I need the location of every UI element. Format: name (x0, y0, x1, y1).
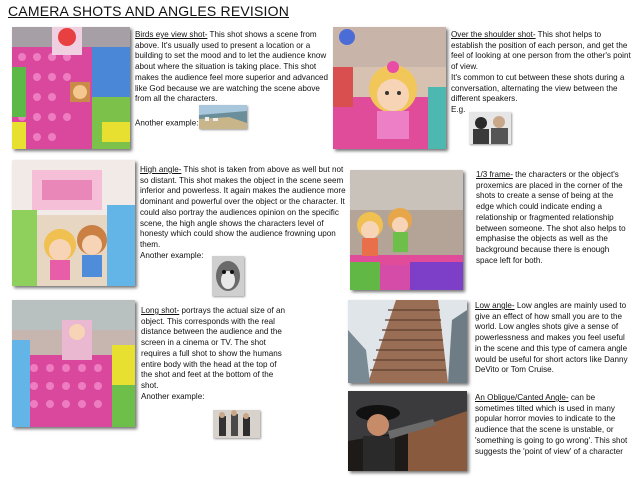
birds-eye-heading: Birds eye view shot- (135, 30, 208, 39)
over-shoulder-heading: Over the shoulder shot- (451, 30, 536, 39)
birds-eye-example-image (199, 105, 247, 129)
over-shoulder-text (451, 30, 631, 116)
low-angle-body: Low angles are mainly used to give an effect of how small you are to the world. Low angles shots give a sense of powerlessness and makes you feel useful in the scene and this type of camera angle would be useful for short actors like Danny DeVito or Tom Cruise. (475, 301, 628, 375)
high-angle-photo (12, 160, 135, 286)
oblique-text (475, 393, 635, 457)
long-shot-body: portrays the actual size of an object. This corresponds with the real distance between the audience and the screen in a cinema or TV. The shot requires a full shot to show the humans entire body with the head at the top of the shot and feet at the bottom of the shot. (141, 306, 285, 390)
page-title: CAMERA SHOTS AND ANGLES REVISION (8, 3, 290, 19)
long-shot-text (141, 306, 286, 402)
high-angle-example-label: Another example: (140, 250, 204, 260)
long-shot-photo (12, 300, 135, 427)
low-angle-photo (348, 300, 467, 383)
long-shot-example-image (213, 410, 260, 438)
long-shot-example-label: Another example: (141, 391, 205, 401)
low-angle-text (475, 301, 633, 376)
birds-eye-example-label: Another example: (135, 118, 199, 128)
long-shot-heading: Long shot- (141, 306, 180, 315)
over-shoulder-body-2: It's common to cut between these shots during a conversation, alternating the view between the different speakers. (451, 72, 625, 104)
birds-eye-photo (12, 27, 130, 149)
birds-eye-body: This shot shows a scene from above. It's usually used to present a location or a building to set the mood and to let the audience know about where the situation is taking place. This shot makes the audience feel more superior and advanced like God because we are watching the scene above from all the characters. (135, 30, 329, 104)
one-third-frame-photo (350, 170, 463, 290)
oblique-angle-photo (348, 391, 467, 471)
high-angle-example-image (212, 256, 244, 296)
high-angle-text (140, 165, 350, 261)
high-angle-body: This shot is taken from above as well but not so distant. This shot makes the object in the scene seem inferior and powerless. It again makes the audience more dominant and powerful over the object or the character. It could also portray the audiences opinion on the specific scene, the high angle shows the characters level of honesty which could show the audience frowning upon them. (140, 165, 346, 249)
one-third-heading: 1/3 frame- (476, 170, 513, 179)
over-shoulder-photo (333, 27, 446, 149)
one-third-text (476, 170, 633, 266)
low-angle-heading: Low angle- (475, 301, 515, 310)
over-shoulder-example-image (469, 112, 511, 144)
over-shoulder-example-label: E.g. (451, 104, 466, 114)
one-third-body: the characters or the object's proxemics are placed in the corner of the shots to create a sense of being at the edge which could indicate ending a relationship or fragmented relationship between someone. The shot also helps to emphasise the objects as well as the background because there is enough space left for both. (476, 170, 626, 265)
birds-eye-text (135, 30, 335, 129)
oblique-heading: An Oblique/Canted Angle- (475, 393, 569, 402)
oblique-body: can be sometimes tilted which is used in many popular horror movies to indicate to the audience that the scene is unstable, or 'something is going to go wrong'. This shot suggests the 'point of view' of a character (475, 393, 628, 456)
high-angle-heading: High angle- (140, 165, 182, 174)
over-shoulder-body: This shot helps to establish the position of each person, and get the feel of looking at one person from the other's point of view. (451, 30, 631, 72)
